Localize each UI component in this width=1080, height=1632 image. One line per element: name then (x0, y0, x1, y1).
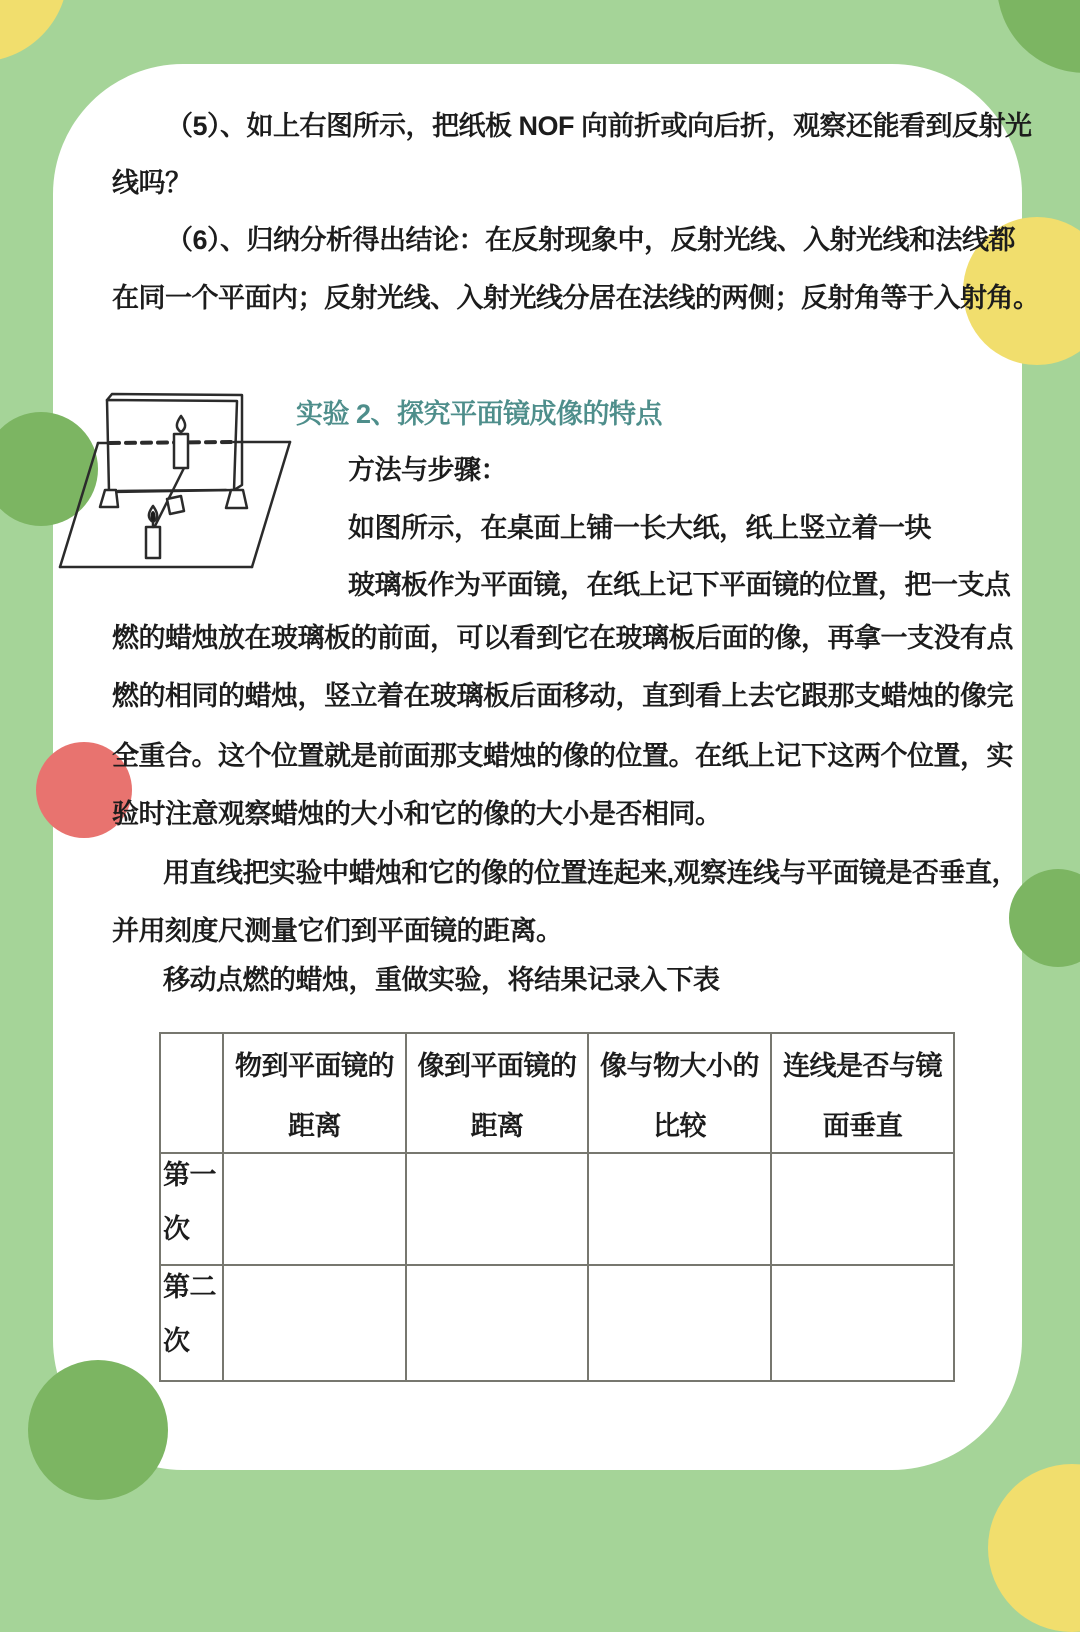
body-line1: 燃的蜡烛放在玻璃板的前面，可以看到它在玻璃板后面的像，再拿一支没有点 (112, 623, 1013, 653)
steps-line2: 如图所示，在桌面上铺一长大纸，纸上竖立着一块 (348, 513, 931, 543)
mirror-experiment-diagram (58, 390, 304, 576)
glass-plate (107, 400, 237, 492)
body-line2: 燃的相同的蜡烛，竖立着在玻璃板后面移动，直到看上去它跟那支蜡烛的像完 (112, 681, 1013, 711)
table-row (160, 1265, 954, 1381)
paper-left-edge (60, 443, 98, 567)
body-line3: 全重合。这个位置就是前面那支蜡烛的像的位置。在纸上记下这两个位置，实 (112, 741, 1013, 771)
header-image-distance: 像到平面镜的 距离 (406, 1033, 588, 1153)
table-row (160, 1153, 954, 1265)
left-foot (100, 490, 118, 507)
front-candle-flame-core (151, 511, 156, 521)
para4-line: 移动点燃的蜡烛，重做实验，将结果记录入下表 (163, 965, 720, 995)
results-table (159, 1032, 955, 1382)
row-label-first: 第一 次 (160, 1153, 223, 1265)
front-candle-body (146, 527, 160, 558)
para1-line1: （5）、如上右图所示，把纸板 NOF 向前折或向后折，观察还能看到反射光 (166, 111, 1032, 141)
decor-circle-green-top-right (997, 0, 1080, 73)
header-object-distance: 物到平面镜的 距离 (223, 1033, 406, 1153)
cell-second-size-compare (588, 1265, 771, 1381)
para3-line2: 并用刻度尺测量它们到平面镜的距离。 (112, 916, 563, 946)
steps-label: 方法与步骤： (348, 455, 507, 485)
table-header-row (160, 1033, 954, 1153)
paper-right-edge (252, 442, 290, 567)
dashed-mirror-line (110, 442, 234, 443)
steps-line3: 玻璃板作为平面镜，在纸上记下平面镜的位置，把一支点 (348, 570, 1011, 600)
right-foot (226, 490, 247, 508)
back-candle-body (174, 434, 188, 468)
experiment2-heading: 实验 2、探究平面镜成像的特点 (296, 399, 663, 429)
cell-first-object-distance (223, 1153, 406, 1265)
row-label-second: 第二 次 (160, 1265, 223, 1381)
back-candle-flame (177, 416, 185, 432)
para1-line3: （6）、归纳分析得出结论：在反射现象中，反射光线、入射光线和法线都 (166, 225, 1016, 255)
cell-second-object-distance (223, 1265, 406, 1381)
para1-line2: 线吗？ (112, 168, 192, 198)
body-line4: 验时注意观察蜡烛的大小和它的像的大小是否相同。 (112, 799, 722, 829)
cell-first-perpendicular (771, 1153, 954, 1265)
decor-circle-yellow-bottom-right (988, 1464, 1080, 1632)
cell-second-perpendicular (771, 1265, 954, 1381)
para3-line1: 用直线把实验中蜡烛和它的像的位置连起来,观察连线与平面镜是否垂直， (163, 858, 1018, 888)
header-corner-cell (160, 1033, 223, 1153)
para1-line4: 在同一个平面内；反射光线、入射光线分居在法线的两侧；反射角等于入射角。 (112, 283, 1040, 313)
header-perpendicular: 连线是否与镜 面垂直 (771, 1033, 954, 1153)
cell-second-image-distance (406, 1265, 588, 1381)
cell-first-size-compare (588, 1153, 771, 1265)
cell-first-image-distance (406, 1153, 588, 1265)
decor-circle-yellow-top-left (0, 0, 68, 62)
decor-circle-green-bottom-left (28, 1360, 168, 1500)
candle-holder-block (167, 496, 184, 514)
header-size-compare: 像与物大小的 比较 (588, 1033, 771, 1153)
